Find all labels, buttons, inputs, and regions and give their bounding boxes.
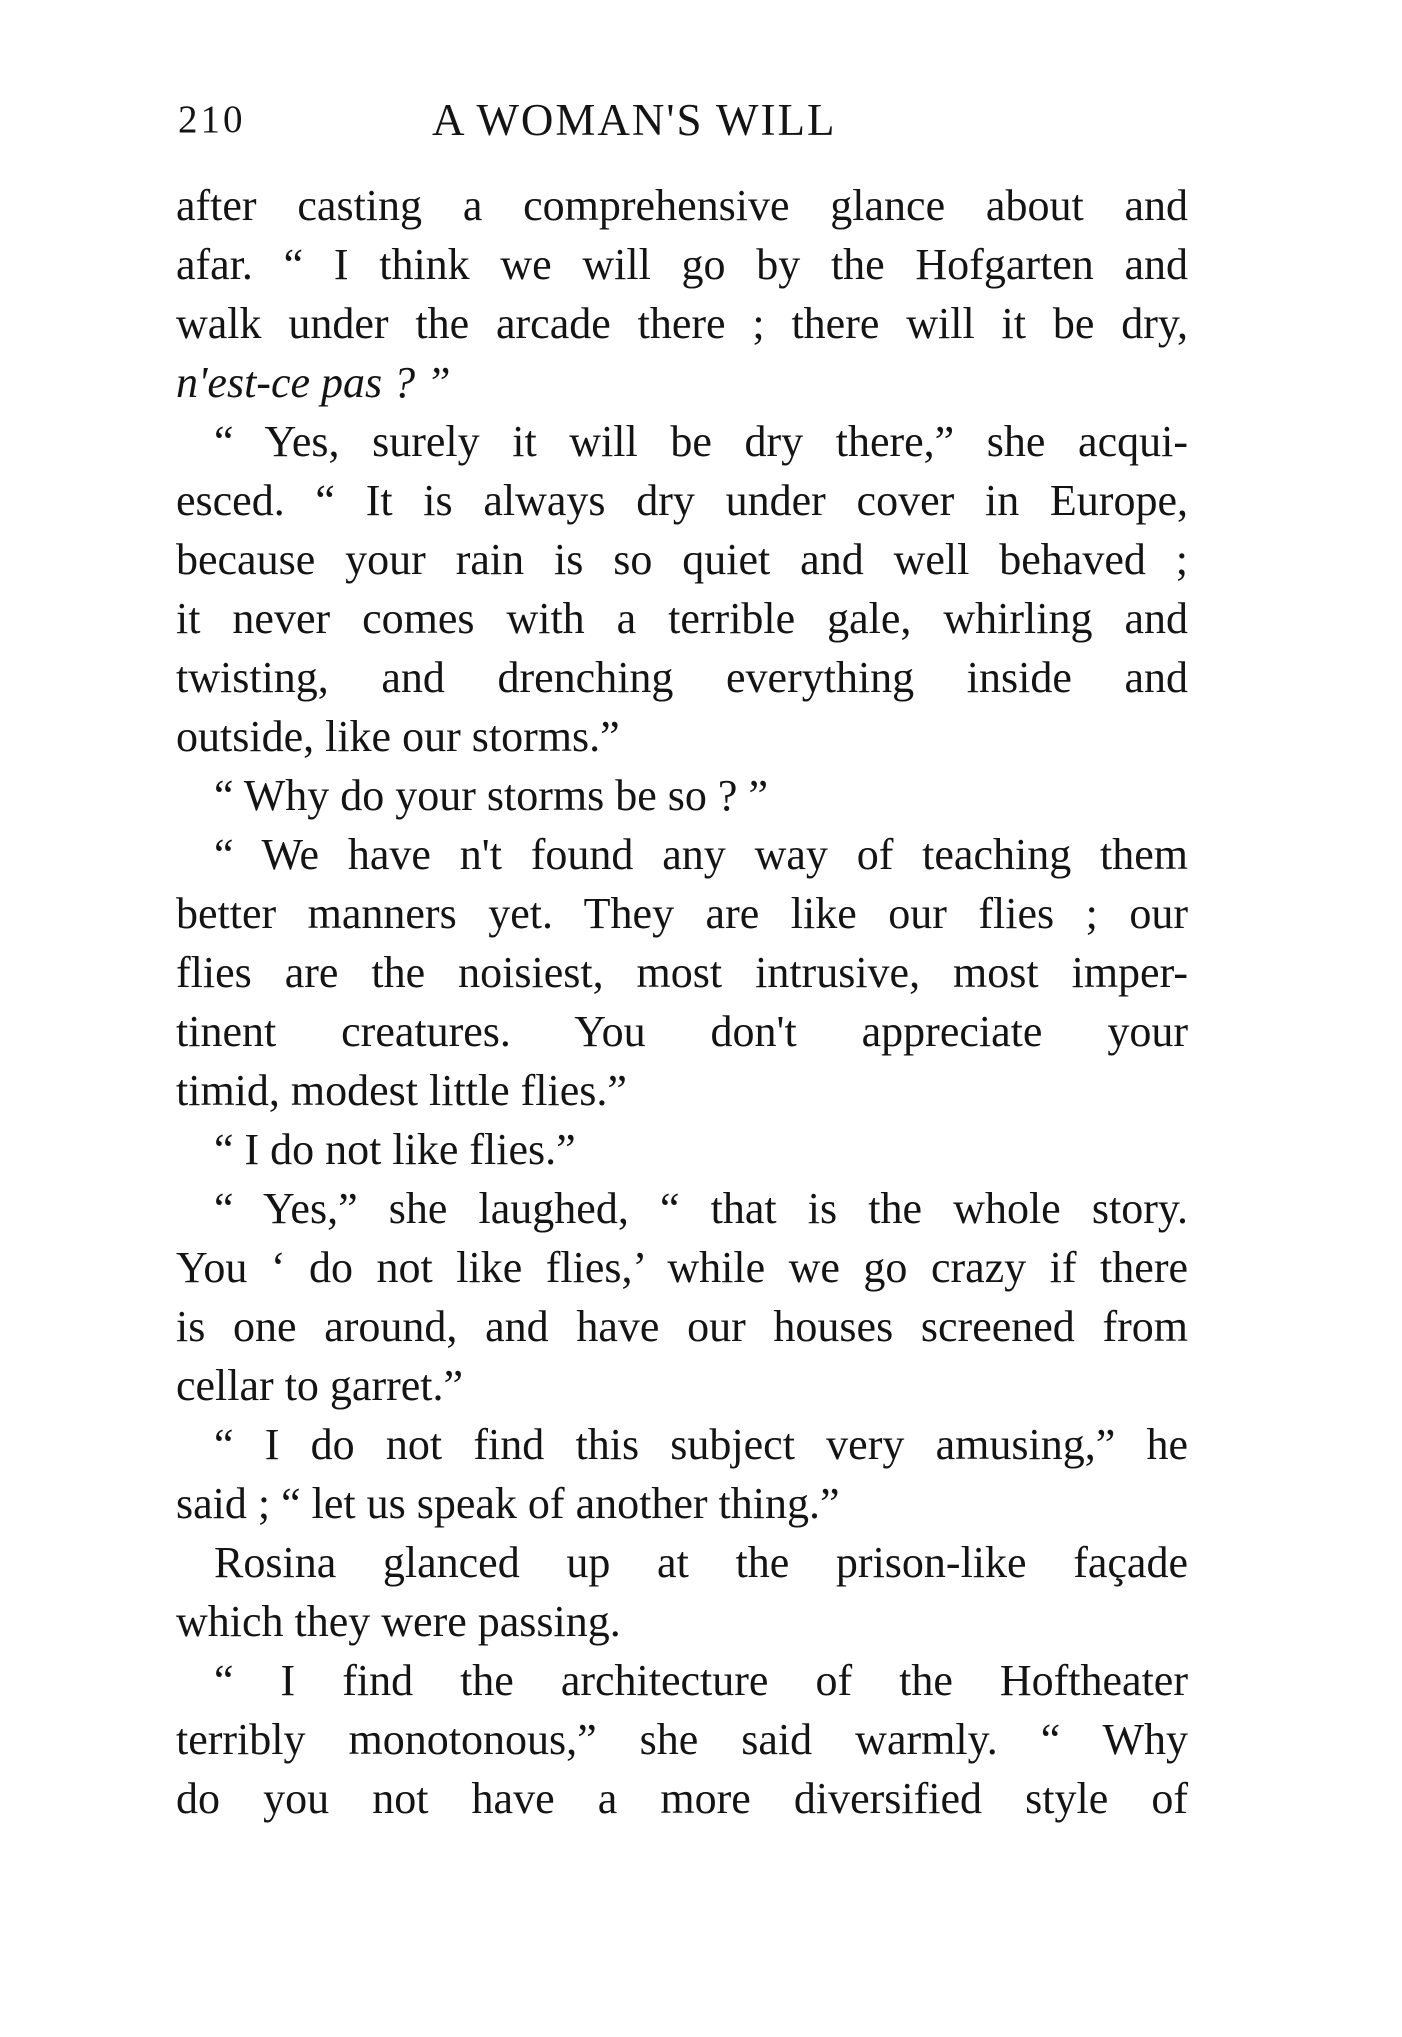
text-line: better manners yet. They are like our flies ; our [176, 889, 1188, 938]
text-line: You ‘ do not like flies,’ while we go crazy if there [176, 1243, 1188, 1292]
text-line: flies are the noisiest, most intrusive, most imper- [176, 948, 1188, 997]
text-line: after casting a comprehensive glance about and [176, 181, 1188, 230]
text-line: twisting, and drenching everything inside and [176, 653, 1188, 702]
text-line: “ Yes,” she laughed, “ that is the whole story. [214, 1184, 1188, 1233]
text-line: “ Why do your storms be so ? ” [214, 771, 768, 820]
text-line: outside, like our storms.” [176, 712, 620, 761]
text-line: esced. “ It is always dry under cover in Europe, [176, 476, 1188, 525]
text-line: which they were passing. [176, 1597, 621, 1646]
text-line: terribly monotonous,” she said warmly. “ Why [176, 1715, 1188, 1764]
text-line: timid, modest little flies.” [176, 1066, 627, 1115]
text-line: n'est-ce pas ? ” [176, 358, 451, 407]
text-line: afar. “ I think we will go by the Hofgarten and [176, 240, 1188, 289]
page-header [178, 92, 1188, 148]
text-line: tinent creatures. You don't appreciate your [176, 1007, 1188, 1056]
text-line: “ Yes, surely it will be dry there,” she acqui- [214, 417, 1188, 466]
text-line: is one around, and have our houses screened from [176, 1302, 1188, 1351]
text-line: said ; “ let us speak of another thing.” [176, 1479, 840, 1528]
text-line: cellar to garret.” [176, 1361, 464, 1410]
text-line: because your rain is so quiet and well behaved ; [176, 535, 1188, 584]
running-title: A WOMAN'S WILL [432, 95, 837, 145]
text-line: walk under the arcade there ; there will it be dry, [176, 299, 1188, 348]
text-line: Rosina glanced up at the prison-like façade [214, 1538, 1188, 1587]
text-line: it never comes with a terrible gale, whirling and [176, 594, 1188, 643]
body-text [176, 176, 1188, 1828]
text-line: “ I do not like flies.” [214, 1125, 576, 1174]
page-number: 210 [178, 98, 246, 141]
text-line: “ I find the architecture of the Hoftheater [214, 1656, 1188, 1705]
text-line: “ I do not find this subject very amusing,” he [214, 1420, 1188, 1469]
text-line: do you not have a more diversified style of [176, 1774, 1188, 1823]
text-line: “ We have n't found any way of teaching them [214, 830, 1188, 879]
